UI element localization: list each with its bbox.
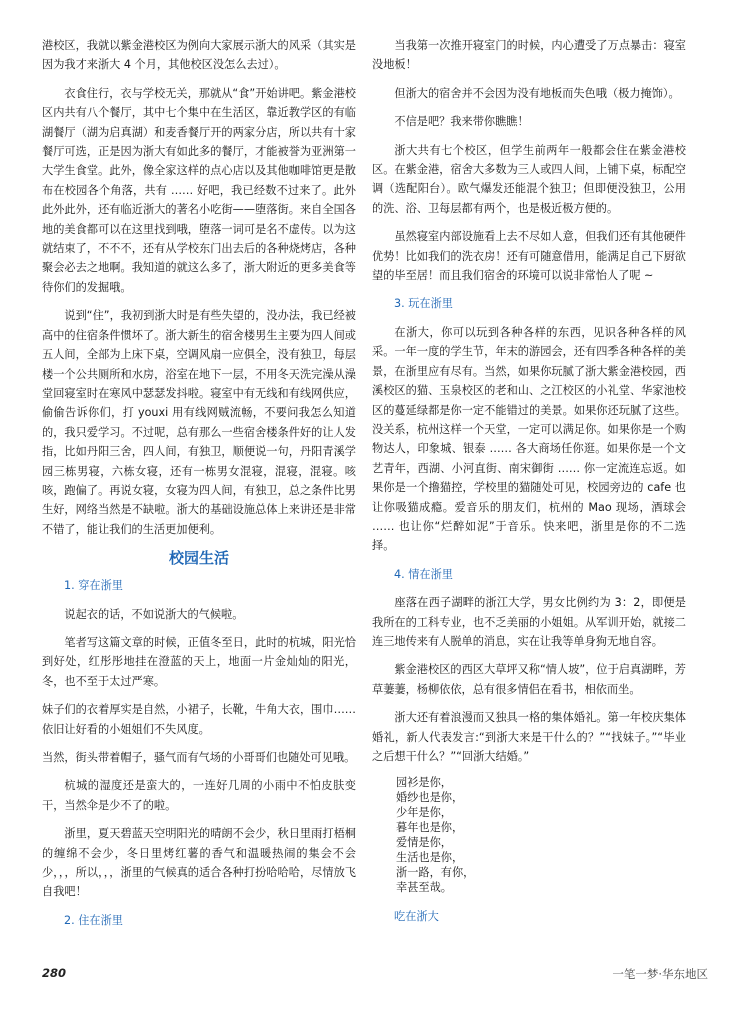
paragraph: 当然，街头带着帽子，骚气而有气场的小哥哥们也随处可见哦。: [42, 751, 356, 764]
subheading: 2. 住在浙里: [64, 913, 123, 927]
paragraph: 浙大共有七个校区，但学生前两年一般都会住在紫金港校区。在紫金港，宿舍大多数为三人或四人间，上铺下桌，标配空调（选配阳台）。欧气爆发还能混个独卫；但即便没独卫，公用的洗、浴、卫每层都有两个，也是极近极方便的。: [372, 143, 686, 215]
poem: [372, 775, 686, 895]
subheading: 3. 玩在浙里: [394, 297, 453, 311]
paragraph: 座落在西子湖畔的浙江大学，男女比例约为 3：2，即便是我所在的工科专业，也不乏美丽的小姐姐。从军训开始，就接二连三地传来有人脱单的消息，实在让我等单身狗无地自容。: [372, 596, 686, 648]
paragraph: 笔者写这篇文章的时候，正值冬至日，此时的杭城，阳光恰到好处，红彤彤地挂在澄蓝的天上，地面一片金灿灿的阳光，冬，也不至于太过严寒。: [42, 635, 356, 688]
paragraph: 不信是吧？我来带你瞧瞧！: [394, 115, 529, 129]
paragraph: 但浙大的宿舍并不会因为没有地板而失色哦（极力掩饰）。: [394, 86, 680, 100]
section-title: 校园生活: [168, 549, 229, 568]
poem-line: 婚纱也是你，: [396, 791, 464, 805]
poem-line: 幸甚至哉。: [396, 881, 452, 895]
subheading: 吃在浙大: [394, 910, 439, 924]
paragraph: 紫金港校区的西区大草坪又称“情人坡”，位于启真湖畔，芳草萋萋，杨柳依依，总有很多情侣在看书，相依而坐。: [372, 663, 686, 696]
poem-line: 暮年也是你，: [396, 821, 464, 835]
poem-line: 少年是你，: [396, 806, 452, 820]
book-title: 一笔一梦·华东地区: [612, 967, 708, 981]
paragraph: 浙大还有着浪漫而又独具一格的集体婚礼。第一年校庆集体婚礼，新人代表发言:“到浙大来是干什么的？”“找妹子。”“毕业之后想干什么？”“回浙大结婚。”: [372, 711, 686, 763]
paragraph: 浙里，夏天碧蓝天空明阳光的晴朗不会少，秋日里雨打梧桐的缠绵不会少，冬日里烤红薯的香气和温暖热闹的集会不会少，，，所以，，，浙里的气候真的适合各种打扮哈哈哈，尽情放飞自我吧！: [42, 827, 356, 899]
left-column: [42, 36, 356, 939]
poem-line: 爱情是你，: [396, 836, 452, 850]
paragraph: 衣食住行，衣与学校无关，那就从“食”开始讲吧。紫金港校区内共有八个餐厅，其中七个集中在生活区，靠近教学区的有临湖餐厅（湖为启真湖）和麦香餐厅开的两家分店，所以共有十家餐厅可选，正是因为浙大有如此多的餐厅，才能被誉为亚洲第一大学生食堂。此外，像全家这样的点心店以及其他咖啡馆更是散布在校园各个角落，共有 …… 好吧，我已经数不过来了。此外此外此外，还有临近浙大的著名小吃街——堕落街。来自全国各地的美食都可以在这里找到哦，堕落一词可是名不虚传。以为这就结束了，不不不，还有从学校东门出去后的各种烧烤店，各种聚会必去之地啊。我知道的就这么多了，浙大附近的更多美食等待你们的发掘哦。: [42, 86, 356, 294]
poem-line: 浙一路，有你，: [396, 866, 475, 880]
paragraph: 在浙大，你可以玩到各种各样的东西，见识各种各样的风采。一年一度的学生节，年末的游园会，还有四季各种各样的美景，在浙里应有尽有。当然，如果你玩腻了浙大紫金港校园，西溪校区的猫、玉泉校区的老和山、之江校区的小礼堂、华家池校区的蔓延绿都是你一定不能错过的美景。如果你还玩腻了这些。没关系，杭州这样一个天堂，一定可以满足你。如果你是一个购物达人，印象城、银泰 …… 各大商场任你逛。如果你是一个文艺青年，西湖、小河直街、南宋御街 …… 你一定流连忘返。如果你是一个撸猫控，学校里的猫随处可见，校园旁边的 cafe 也让你吸猫成瘾。爱音乐的朋友们，杭州的 Mao 现场，酒球会 …… 也让你“烂醉如泥”于音乐。快来吧，浙里是你的不二选择。: [372, 325, 686, 553]
paragraph: 港校区，我就以紫金港校区为例向大家展示浙大的风采（其实是因为我才来浙大 4 个月，其他校区没怎么去过）。: [42, 39, 356, 72]
subheading: 1. 穿在浙里: [64, 579, 123, 593]
paragraph: 说起衣的话，不如说浙大的气候啦。: [64, 607, 244, 621]
paragraph: 杭城的湿度还是蛮大的，一连好几周的小雨中不怕皮肤变干，当然伞是少不了的啦。: [42, 779, 356, 812]
poem-line: 园衫是你，: [396, 776, 452, 790]
poem-line: 生活也是你，: [396, 851, 464, 865]
subheading: 4. 情在浙里: [394, 567, 453, 581]
page-number: 280: [42, 966, 67, 980]
right-column: [372, 36, 686, 936]
paragraph: 当我第一次推开寝室门的时候，内心遭受了万点暴击：寝室没地板！: [372, 39, 686, 72]
paragraph: 虽然寝室内部设施看上去不尽如人意，但我们还有其他硬件优势！比如我们的洗衣房！还有可随意借用，能满足自己下厨欲望的毕至居！而且我们宿舍的环境可以说非常怡人了呢 ~: [372, 230, 686, 283]
paragraph: 妹子们的衣着厚实是自然，小裙子，长靴，牛角大衣，围巾……依旧让好看的小姐姐们不失风度。: [42, 703, 356, 736]
paragraph: 说到“住”，我初到浙大时是有些失望的，没办法，我已经被高中的住宿条件惯坏了。浙大新生的宿舍楼男生主要为四人间或五人间，全部为上床下桌，空调风扇一应俱全，没有独卫，每层楼一个公共厕所和水房，浴室在地下一层，不用冬天洗完澡从澡堂回寝室时在寒风中瑟瑟发抖啦。寝室中有无线和有线网供应，偷偷告诉你们，打 youxi 用有线网贼流畅，不要问我怎么知道的，我只爱学习。不过呢，总有那么一些宿舍楼条件好的让人发指，比如丹阳三舍，四人间，有独卫，顺便说一句，丹阳青溪学园三栋男寝，六栋女寝，还有一栋男女混寝，混寝，混寝。咳咳，跑偏了。再说女寝，女寝为四人间，有独卫，总之条件比男生好，网络当然是不缺啦。浙大的基础设施总体上来讲还是非常不错了，能让我们的生活更加便利。: [42, 309, 356, 536]
